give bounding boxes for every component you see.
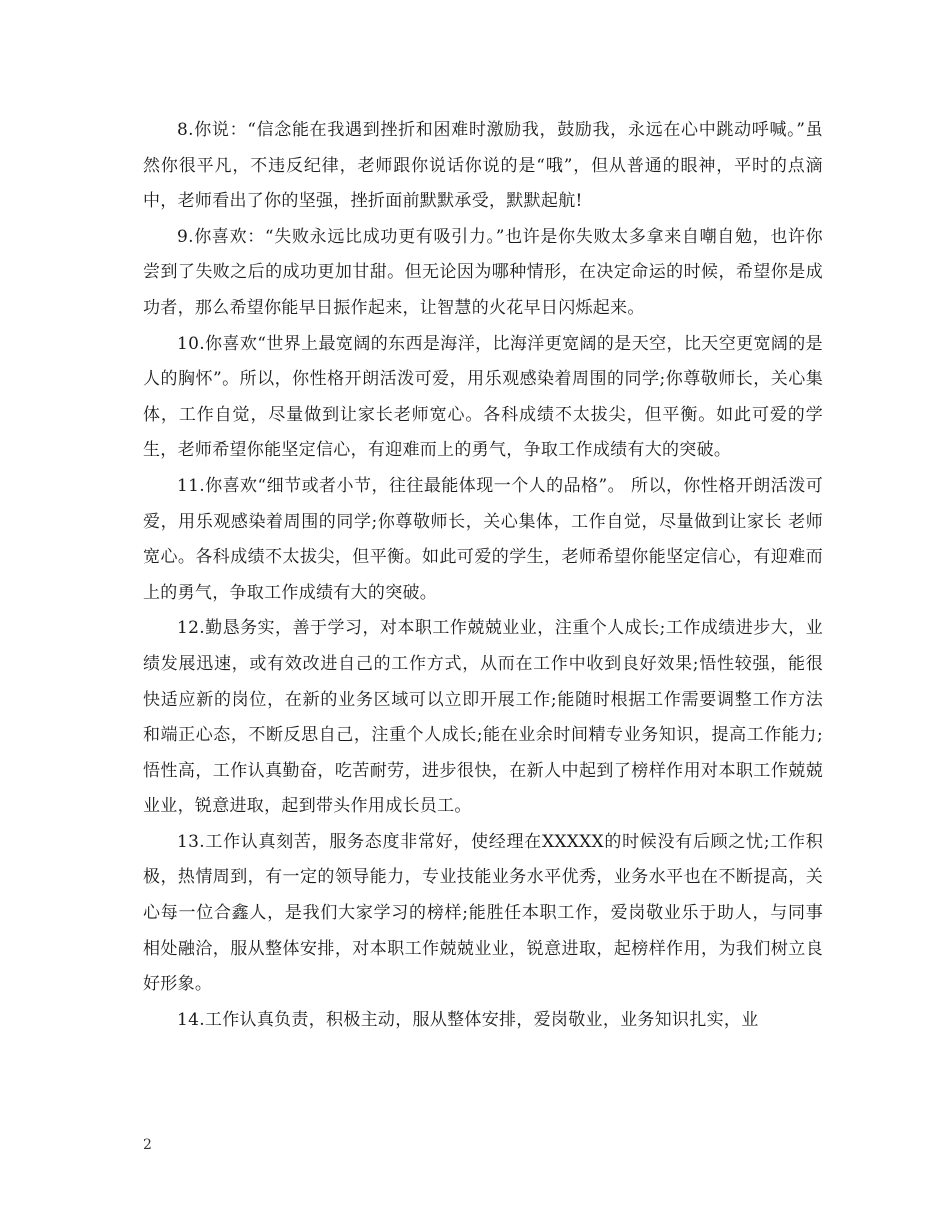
paragraph-14: 14.工作认真负责，积极主动，服从整体安排，爱岗敬业，业务知识扎实，业 (177, 1009, 759, 1030)
document-body (143, 113, 823, 1038)
paragraph-9: 9.你喜欢：“失败永远比成功更有吸引力。”也许是你失败太多拿来自嘲自勉，也许你尝到了失败之后的成功更加甘甜。但无论因为哪种情形，在决定命运的时候，希望你是成功者，那么希望你能早日振作起来，让智慧的火花早日闪烁起来。 (143, 226, 823, 318)
paragraph-13: 13.工作认真刻苦，服务态度非常好，使经理在XXXXX的时候没有后顾之忧;工作积极，热情周到，有一定的领导能力，专业技能业务水平优秀，业务水平也在不断提高，关心每一位合鑫人，是我们大家学习的榜样;能胜任本职工作，爱岗敬业乐于助人，与同事相处融洽，服从整体安排，对本职工作兢兢业业，锐意进取，起榜样作用，为我们树立良好形象。 (143, 831, 823, 995)
paragraph-8: 8.你说：“信念能在我遇到挫折和困难时激励我，鼓励我，永远在心中跳动呼喊。”虽然你很平凡，不违反纪律，老师跟你说话你说的是“哦”，但从普通的眼神，平时的点滴中，老师看出了你的坚强，挫折面前默默承受，默默起航! (143, 120, 823, 212)
paragraph-10: 10.你喜欢“世界上最宽阔的东西是海洋，比海洋更宽阔的是天空，比天空更宽阔的是人的胸怀”。所以，你性格开朗活泼可爱，用乐观感染着周围的同学;你尊敬师长，关心集体，工作自觉，尽量做到让家长老师宽心。各科成绩不太拔尖，但平衡。如此可爱的学生，老师希望你能坚定信心，有迎难而上的勇气，争取工作成绩有大的突破。 (143, 333, 823, 461)
paragraph-12: 12.勤恳务实，善于学习，对本职工作兢兢业业，注重个人成长;工作成绩进步大，业绩发展迅速，或有效改进自己的工作方式，从而在工作中收到良好效果;悟性较强，能很快适应新的岗位，在新的业务区域可以立即开展工作;能随时根据工作需要调整工作方法和端正心态，不断反思自己，注重个人成长;能在业余时间精专业务知识，提高工作能力;悟性高，工作认真勤奋，吃苦耐劳，进步很快，在新人中起到了榜样作用对本职工作兢兢业业，锐意进取，起到带头作用成长员工。 (143, 618, 823, 817)
page-number: 2 (143, 1137, 152, 1153)
paragraph-11: 11.你喜欢“细节或者小节，往往最能体现一个人的品格”。 所以，你性格开朗活泼可爱，用乐观感染着周围的同学;你尊敬师长，关心集体，工作自觉，尽量做到让家长 老师宽心。各科成绩不太拔尖，但平衡。如此可爱的学生，老师希望你能坚定信心，有迎难而上的勇气，争取工作成绩有大的突破。 (143, 475, 823, 603)
